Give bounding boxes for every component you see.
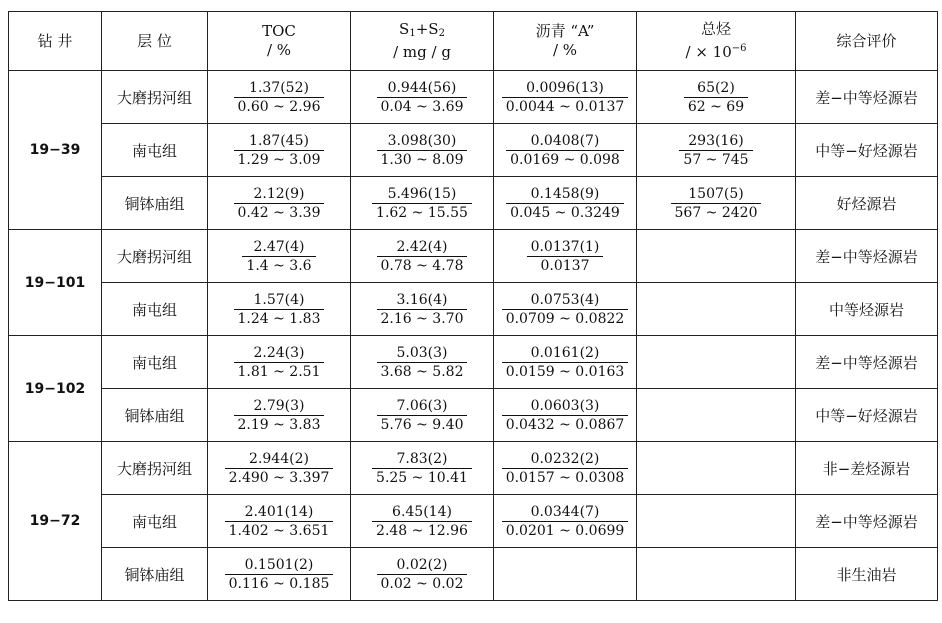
s1s2-cell <box>351 230 494 283</box>
total-hc-cell <box>637 336 796 389</box>
toc-fraction <box>225 451 334 486</box>
asphalt-a-fraction <box>502 504 629 539</box>
asphalt-a-average: 0.0096(13) <box>526 79 604 96</box>
toc-range: 0.42 ~ 3.39 <box>234 203 325 221</box>
asphalt-a-cell <box>494 230 637 283</box>
asphalt-a-range: 0.045 ~ 0.3249 <box>506 203 624 221</box>
table-row <box>9 548 938 601</box>
header-toc-name: TOC <box>262 22 296 40</box>
asphalt-a-fraction <box>502 398 629 433</box>
header-s1s2-sub2: 2 <box>438 28 445 39</box>
s1s2-range: 0.78 ~ 4.78 <box>377 256 468 274</box>
header-total-hc <box>637 12 796 71</box>
asphalt-a-fraction <box>506 186 624 221</box>
asphalt-a-average: 0.0344(7) <box>530 503 600 520</box>
asphalt-a-cell <box>494 336 637 389</box>
header-layer <box>102 12 208 71</box>
asphalt-a-cell <box>494 548 637 601</box>
toc-average: 2.944(2) <box>249 450 309 467</box>
evaluation-cell: 差−中等烃源岩 <box>796 336 938 389</box>
toc-average: 2.24(3) <box>253 344 305 361</box>
toc-fraction <box>242 239 315 274</box>
layer-cell: 大磨拐河组 <box>102 442 208 495</box>
layer-cell: 铜钵庙组 <box>102 548 208 601</box>
toc-range: 2.19 ~ 3.83 <box>234 415 325 433</box>
s1s2-range: 0.02 ~ 0.02 <box>377 574 468 592</box>
s1s2-range: 5.25 ~ 10.41 <box>372 468 472 486</box>
toc-fraction <box>234 186 325 221</box>
toc-cell <box>208 177 351 230</box>
s1s2-fraction <box>372 504 472 539</box>
toc-fraction <box>225 504 334 539</box>
s1s2-range: 2.16 ~ 3.70 <box>377 309 468 327</box>
s1s2-average: 5.496(15) <box>387 185 457 202</box>
s1s2-fraction <box>377 557 468 592</box>
s1s2-range: 5.76 ~ 9.40 <box>377 415 468 433</box>
header-evaluation-label: 综合评价 <box>836 31 897 50</box>
total-hc-cell <box>637 389 796 442</box>
table-row <box>9 495 938 548</box>
header-s1s2-plus: +S <box>415 20 439 38</box>
total-hc-cell <box>637 548 796 601</box>
total-hc-cell <box>637 124 796 177</box>
layer-cell: 铜钵庙组 <box>102 389 208 442</box>
toc-fraction <box>234 133 325 168</box>
asphalt-a-cell <box>494 389 637 442</box>
asphalt-a-cell <box>494 283 637 336</box>
total-hc-cell <box>637 495 796 548</box>
s1s2-average: 7.83(2) <box>396 450 448 467</box>
s1s2-range: 1.62 ~ 15.55 <box>372 203 472 221</box>
total-hc-average: 1507(5) <box>688 185 744 202</box>
s1s2-fraction <box>377 398 468 433</box>
asphalt-a-average: 0.0408(7) <box>530 132 600 149</box>
toc-range: 0.116 ~ 0.185 <box>225 574 334 592</box>
asphalt-a-range: 0.0432 ~ 0.0867 <box>502 415 629 433</box>
table-body <box>9 71 938 601</box>
asphalt-a-range: 0.0201 ~ 0.0699 <box>502 521 629 539</box>
toc-range: 1.81 ~ 2.51 <box>234 362 325 380</box>
s1s2-average: 0.02(2) <box>396 556 448 573</box>
s1s2-average: 0.944(56) <box>387 79 457 96</box>
asphalt-a-range: 0.0159 ~ 0.0163 <box>502 362 629 380</box>
s1s2-cell <box>351 336 494 389</box>
header-toc-unit: / % <box>266 41 292 59</box>
well-name-cell: 19−72 <box>9 442 102 601</box>
toc-fraction <box>234 80 325 115</box>
toc-range: 1.402 ~ 3.651 <box>225 521 334 539</box>
asphalt-a-fraction <box>502 80 629 115</box>
header-s1s2-name <box>351 20 493 43</box>
total-hc-cell <box>637 71 796 124</box>
s1s2-fraction <box>377 292 468 327</box>
s1s2-range: 2.48 ~ 12.96 <box>372 521 472 539</box>
toc-cell <box>208 71 351 124</box>
table-row <box>9 177 938 230</box>
header-total-hc-unit <box>637 39 795 62</box>
header-asphalt-unit: / % <box>552 41 578 59</box>
toc-range: 1.29 ~ 3.09 <box>234 150 325 168</box>
toc-average: 2.12(9) <box>253 185 305 202</box>
asphalt-a-fraction <box>502 292 629 327</box>
s1s2-cell <box>351 495 494 548</box>
well-name-cell: 19−101 <box>9 230 102 336</box>
asphalt-a-cell <box>494 124 637 177</box>
asphalt-a-range: 0.0709 ~ 0.0822 <box>502 309 629 327</box>
header-total-hc-unit-exp: −6 <box>731 43 747 54</box>
asphalt-a-fraction <box>506 133 624 168</box>
total-hc-average: 65(2) <box>697 79 735 96</box>
toc-average: 0.1501(2) <box>244 556 314 573</box>
evaluation-cell: 好烃源岩 <box>796 177 938 230</box>
asphalt-a-average: 0.0603(3) <box>530 397 600 414</box>
toc-average: 1.87(45) <box>249 132 309 149</box>
s1s2-range: 0.04 ~ 3.69 <box>377 97 468 115</box>
asphalt-a-average: 0.0137(1) <box>530 238 600 255</box>
toc-fraction <box>234 345 325 380</box>
toc-range: 1.24 ~ 1.83 <box>234 309 325 327</box>
header-evaluation <box>796 12 938 71</box>
evaluation-cell: 非−差烃源岩 <box>796 442 938 495</box>
header-well <box>9 12 102 71</box>
s1s2-average: 7.06(3) <box>396 397 448 414</box>
s1s2-range: 3.68 ~ 5.82 <box>377 362 468 380</box>
toc-average: 1.37(52) <box>249 79 309 96</box>
toc-cell <box>208 336 351 389</box>
total-hc-range: 567 ~ 2420 <box>671 203 762 221</box>
table-row <box>9 230 938 283</box>
asphalt-a-average: 0.0161(2) <box>530 344 600 361</box>
asphalt-a-fraction <box>502 451 629 486</box>
s1s2-average: 6.45(14) <box>392 503 452 520</box>
asphalt-a-range: 0.0169 ~ 0.098 <box>506 150 624 168</box>
layer-cell: 大磨拐河组 <box>102 71 208 124</box>
s1s2-cell <box>351 177 494 230</box>
toc-average: 2.47(4) <box>253 238 305 255</box>
s1s2-fraction <box>377 345 468 380</box>
s1s2-fraction <box>377 239 468 274</box>
evaluation-cell: 差−中等烃源岩 <box>796 230 938 283</box>
evaluation-cell: 中等−好烃源岩 <box>796 389 938 442</box>
layer-cell: 南屯组 <box>102 283 208 336</box>
toc-average: 2.79(3) <box>253 397 305 414</box>
asphalt-a-fraction <box>527 239 604 274</box>
s1s2-average: 5.03(3) <box>396 344 448 361</box>
total-hc-cell <box>637 230 796 283</box>
header-asphalt-name: 沥青 “A” <box>535 22 595 40</box>
total-hc-cell <box>637 177 796 230</box>
asphalt-a-cell <box>494 71 637 124</box>
total-hc-fraction <box>684 80 748 115</box>
toc-cell <box>208 495 351 548</box>
source-rock-evaluation-table <box>8 11 938 601</box>
toc-cell <box>208 230 351 283</box>
toc-average: 2.401(14) <box>244 503 314 520</box>
s1s2-cell <box>351 442 494 495</box>
asphalt-a-cell <box>494 495 637 548</box>
asphalt-a-average: 0.0232(2) <box>530 450 600 467</box>
s1s2-fraction <box>377 80 468 115</box>
evaluation-cell: 差−中等烃源岩 <box>796 495 938 548</box>
s1s2-range: 1.30 ~ 8.09 <box>377 150 468 168</box>
toc-average: 1.57(4) <box>253 291 305 308</box>
header-total-hc-unit-base: / × 10 <box>685 43 732 61</box>
total-hc-fraction <box>679 133 752 168</box>
asphalt-a-average: 0.1458(9) <box>530 185 600 202</box>
s1s2-average: 2.42(4) <box>396 238 448 255</box>
asphalt-a-range: 0.0157 ~ 0.0308 <box>502 468 629 486</box>
header-layer-label: 层 位 <box>137 31 172 50</box>
s1s2-fraction <box>372 451 472 486</box>
header-s1s2-unit: / mg / g <box>393 43 451 61</box>
table-row <box>9 71 938 124</box>
toc-cell <box>208 283 351 336</box>
s1s2-cell <box>351 548 494 601</box>
s1s2-cell <box>351 71 494 124</box>
asphalt-a-range: 0.0137 <box>527 256 604 274</box>
s1s2-cell <box>351 283 494 336</box>
s1s2-cell <box>351 124 494 177</box>
table-row <box>9 442 938 495</box>
header-asphalt <box>494 12 637 71</box>
layer-cell: 南屯组 <box>102 336 208 389</box>
toc-range: 2.490 ~ 3.397 <box>225 468 334 486</box>
s1s2-fraction <box>372 186 472 221</box>
s1s2-fraction <box>377 133 468 168</box>
total-hc-range: 57 ~ 745 <box>679 150 752 168</box>
header-toc <box>208 12 351 71</box>
toc-fraction <box>234 398 325 433</box>
total-hc-cell <box>637 442 796 495</box>
asphalt-a-cell <box>494 177 637 230</box>
header-well-label: 钻 井 <box>37 31 73 50</box>
toc-range: 1.4 ~ 3.6 <box>242 256 315 274</box>
layer-cell: 南屯组 <box>102 124 208 177</box>
asphalt-a-range: 0.0044 ~ 0.0137 <box>502 97 629 115</box>
table-row <box>9 124 938 177</box>
evaluation-cell: 中等−好烃源岩 <box>796 124 938 177</box>
asphalt-a-average: 0.0753(4) <box>530 291 600 308</box>
s1s2-cell <box>351 389 494 442</box>
asphalt-a-cell <box>494 442 637 495</box>
asphalt-a-fraction <box>502 345 629 380</box>
table-row <box>9 389 938 442</box>
well-name-cell: 19−39 <box>9 71 102 230</box>
layer-cell: 铜钵庙组 <box>102 177 208 230</box>
total-hc-fraction <box>671 186 762 221</box>
header-s1s2 <box>351 12 494 71</box>
total-hc-average: 293(16) <box>688 132 744 149</box>
table-row <box>9 336 938 389</box>
header-row <box>9 12 938 71</box>
evaluation-cell: 中等烃源岩 <box>796 283 938 336</box>
toc-fraction <box>234 292 325 327</box>
header-s1s2-sub1: 1 <box>409 28 416 39</box>
toc-fraction <box>225 557 334 592</box>
total-hc-cell <box>637 283 796 336</box>
header-total-hc-name: 总烃 <box>700 20 731 38</box>
evaluation-cell: 非生油岩 <box>796 548 938 601</box>
table-row <box>9 283 938 336</box>
evaluation-cell: 差−中等烃源岩 <box>796 71 938 124</box>
layer-cell: 南屯组 <box>102 495 208 548</box>
total-hc-range: 62 ~ 69 <box>684 97 748 115</box>
s1s2-average: 3.098(30) <box>387 132 457 149</box>
toc-cell <box>208 442 351 495</box>
toc-cell <box>208 548 351 601</box>
toc-cell <box>208 124 351 177</box>
header-s1s2-s: S <box>399 20 410 38</box>
toc-range: 0.60 ~ 2.96 <box>234 97 325 115</box>
s1s2-average: 3.16(4) <box>396 291 448 308</box>
layer-cell: 大磨拐河组 <box>102 230 208 283</box>
toc-cell <box>208 389 351 442</box>
well-name-cell: 19−102 <box>9 336 102 442</box>
